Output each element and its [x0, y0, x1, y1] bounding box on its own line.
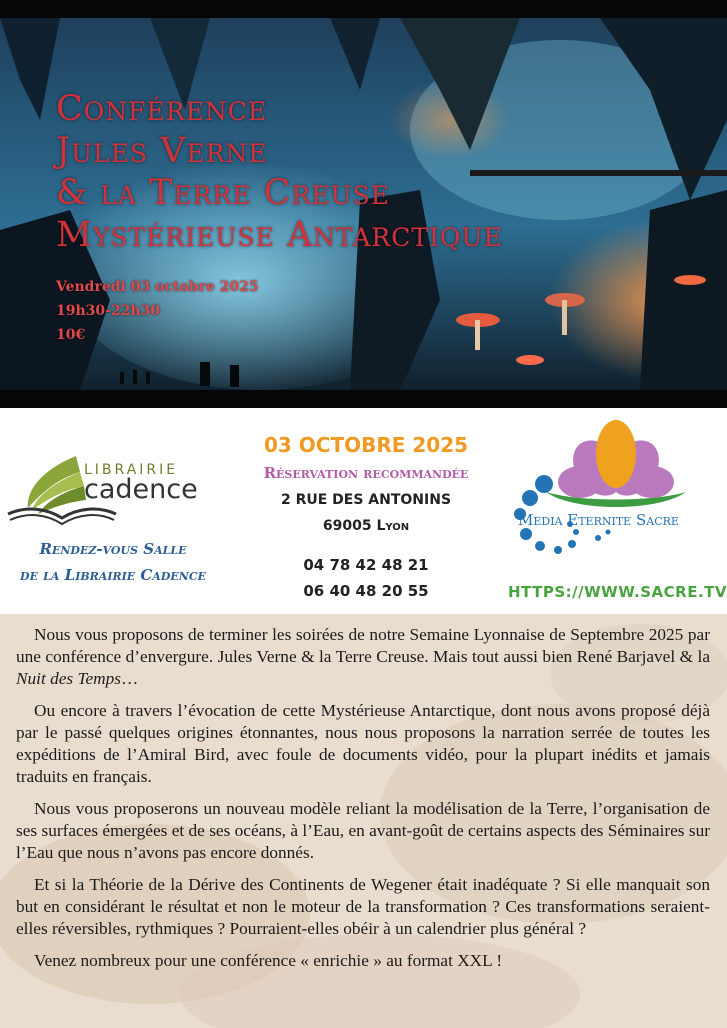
title-line-4: Mystérieuse Antarctique [56, 215, 503, 255]
event-time: 19h30-22h30 [56, 303, 161, 319]
hero-banner [0, 0, 727, 408]
librairie-label: LIBRAIRIE [84, 462, 179, 478]
title-line-1: Conférence [56, 89, 268, 129]
rendezvous-line-1: Rendez-vous Salle [39, 540, 187, 558]
lotus-logo-icon [508, 420, 724, 580]
paragraph-3: Nous vous proposerons un nouveau modèle reliant la modélisation de la Terre, l’organisation de ses surfaces émergées et de ses océans, à l’Eau, en avant-goût de certains aspects des Séminaires sur l’Eau que nous n’avons pas encore donnés. [16, 799, 710, 862]
event-price: 10€ [56, 327, 86, 343]
reservation-note: Réservation recommandée [263, 464, 469, 482]
phone-number-2[interactable]: 06 40 48 20 55 [303, 582, 429, 600]
paragraph-1-ellipsis: … [121, 669, 139, 688]
cadence-logo-text: cadence [84, 474, 198, 505]
address-street: 2 RUE DES ANTONINS [280, 492, 452, 508]
description-section [0, 614, 727, 1028]
description-paragraphs [16, 624, 710, 972]
title-line-3: & la Terre Creuse [56, 173, 390, 213]
paragraph-1-text: Nous vous proposons de terminer les soirées de notre Semaine Lyonnaise de Septembre 2025 par une conférence d’envergure. Jules Verne & la Terre Creuse. Mais tout aussi bien René Barjavel & la [16, 625, 710, 666]
title-line-2: Jules Verne [56, 131, 268, 171]
paragraph-5: Venez nombreux pour une conférence « enrichie » au format XXL ! [34, 951, 503, 970]
phone-number-1[interactable]: 04 78 42 48 21 [303, 556, 429, 574]
date-heading: 03 OCTOBRE 2025 [263, 433, 469, 457]
event-title [56, 88, 503, 256]
website-link[interactable]: HTTPS://WWW.SACRE.TV [508, 583, 727, 601]
paragraph-2: Ou encore à travers l’évocation de cette Mystérieuse Antarctique, dont nous avons proposé déjà par le passé quelques origines étonnantes, nous nous proposons la narration serrée de toutes les expéditions de l’Amiral Bird, avec foule de documents vidéo, pour la plupart inédits et jamais traduits en français. [16, 701, 710, 786]
event-date: Vendredi 03 octobre 2025 [56, 279, 259, 295]
paragraph-1 [16, 624, 710, 690]
nuit-des-temps-title: Nuit des Temps [16, 669, 121, 688]
rendezvous-line-2: de la Librairie Cadence [20, 566, 206, 584]
address-city: 69005 Lyon [322, 518, 410, 534]
media-eternite-name: Media Eternite Sacre [518, 511, 679, 529]
event-details [56, 275, 259, 347]
paragraph-4: Et si la Théorie de la Dérive des Continents de Wegener était inadéquate ? Si elle manquait son but en considérant le résultat et non le moteur de la transformation ? Ces transformations seraient-elles réversibles, rythmiques ? Pourraient-elles obéir à un calendrier plus général ? [16, 875, 710, 938]
